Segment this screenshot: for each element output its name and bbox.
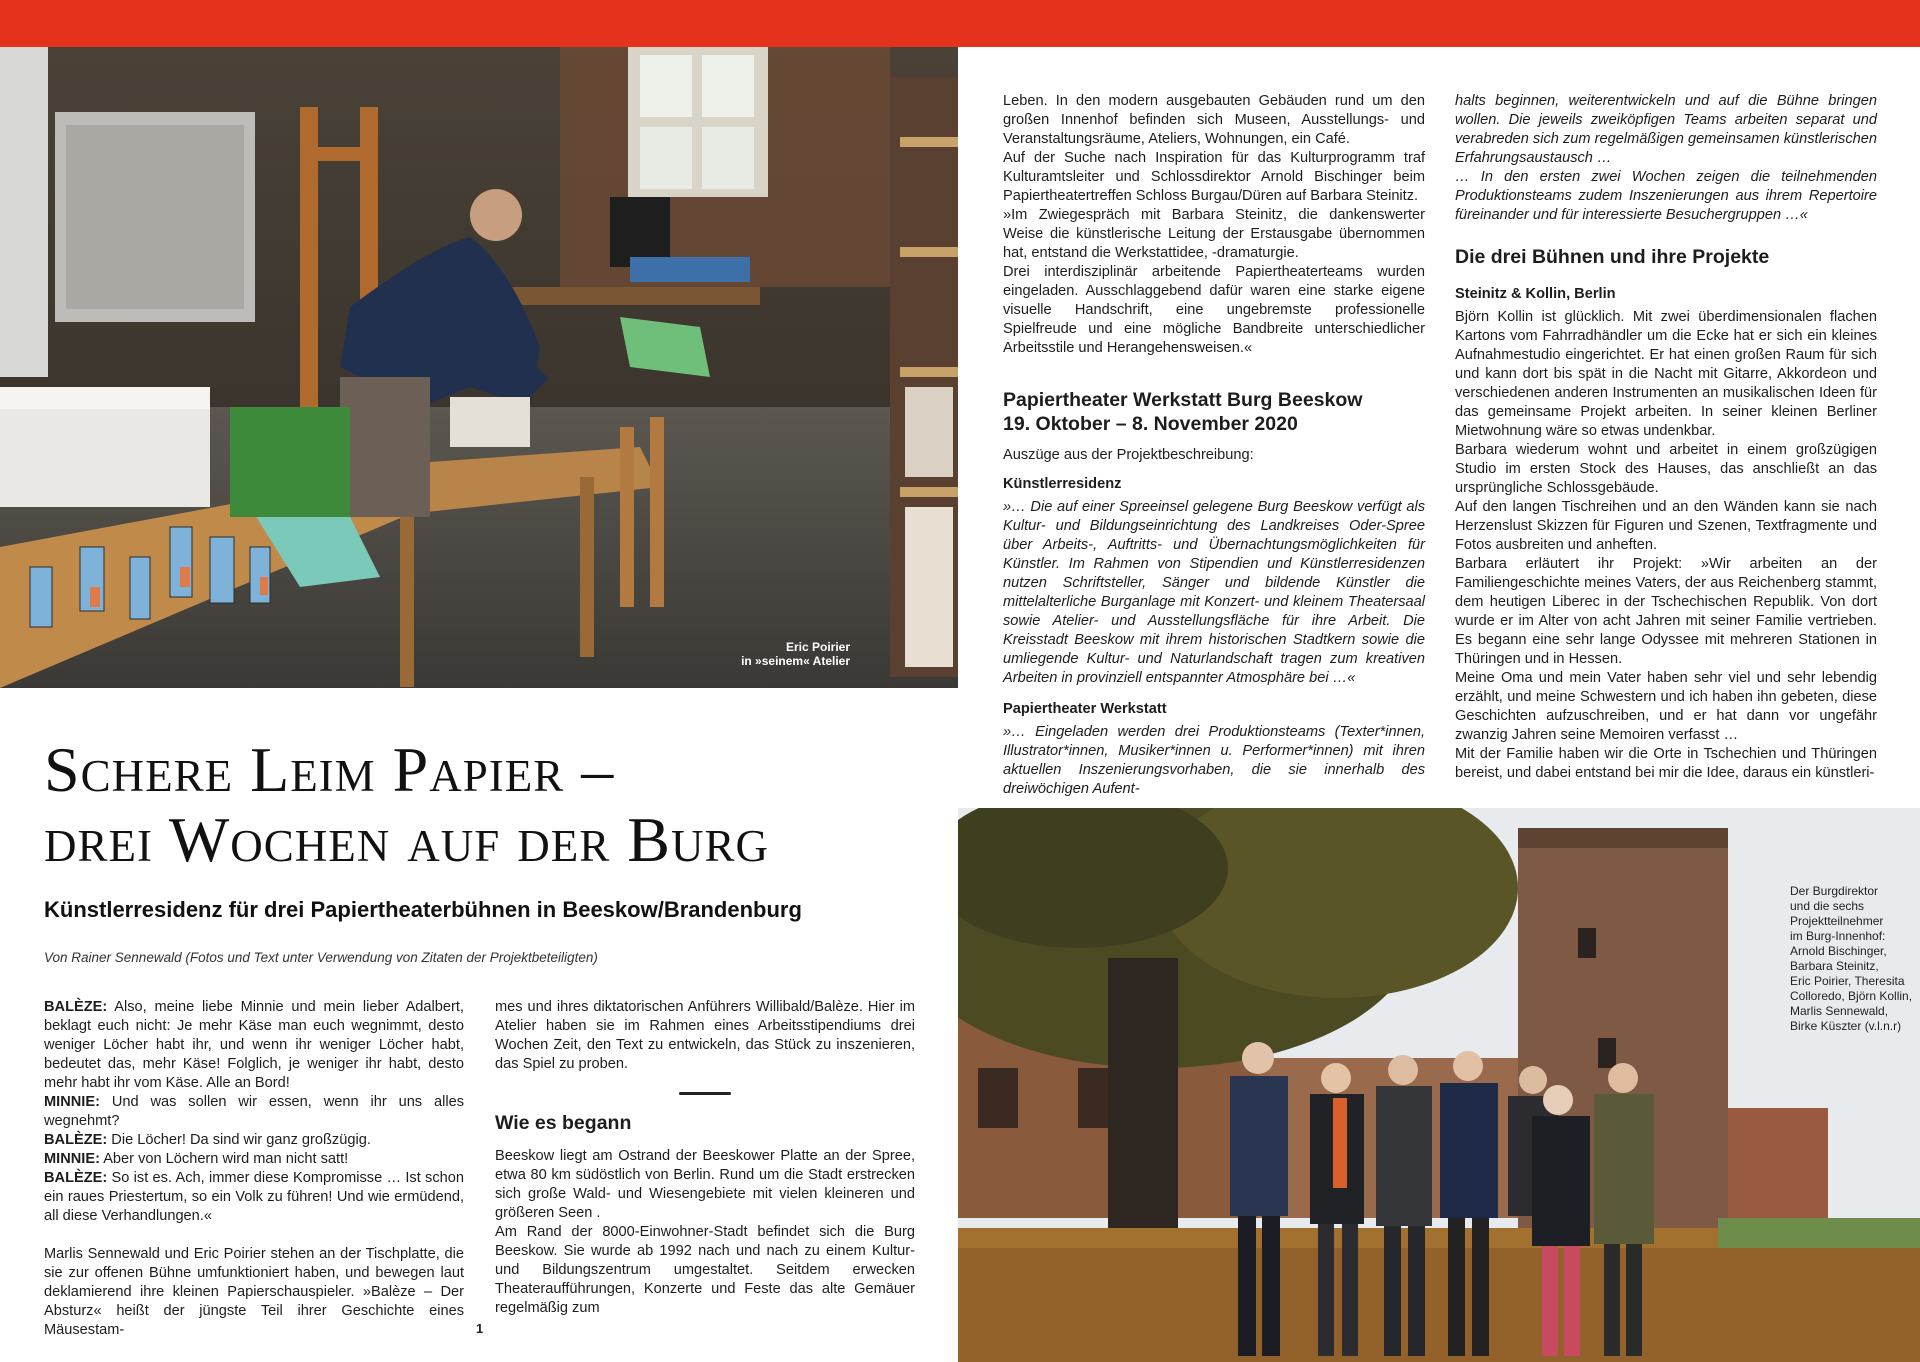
atelier-photo-illustration bbox=[0, 47, 958, 688]
paragraph: Auf der Suche nach Inspiration für das Kulturprogramm traf Kulturamtsleiter und Schlossdirektor Arnold Bischinger beim Papiertheatertreffen Schloss Burgau/Düren auf Barbara Steinitz. bbox=[1003, 150, 1425, 204]
dialogue-text: Die Löcher! Da sind wir ganz großzügig. bbox=[107, 1132, 371, 1148]
speaker-label: MINNIE: bbox=[44, 1094, 100, 1110]
subheading: Papiertheater Werkstatt bbox=[1003, 701, 1167, 717]
section-heading-date: 19. Oktober – 8. November 2020 bbox=[1003, 413, 1298, 435]
subheading: Künstlerresidenz bbox=[1003, 476, 1122, 492]
paragraph: Mit der Familie haben wir die Orte in Tschechien und Thüringen bereist, und dabei entstand bei mir die Idee, daraus ein künstleri- bbox=[1455, 746, 1877, 781]
paragraph: Marlis Sennewald und Eric Poirier stehen an der Tischplatte, die sie zur offenen Bühne umfunktioniert haben, und bewegen laut deklamierend ihre kleinen Papierschauspieler. »Balèze – Der Absturz« heißt der jüngste Teil ihrer Geschichte eines Mäusestam- bbox=[44, 1246, 464, 1338]
quote-paragraph: … In den ersten zwei Wochen zeigen die teilnehmenden Produktionsteams zudem Inszenierungen aus ihrem Repertoire füreinander und für interessierte Besuchergruppen …« bbox=[1455, 169, 1877, 223]
title-line-2: drei Wochen auf der Burg bbox=[44, 804, 769, 875]
courtyard-group-photo bbox=[958, 808, 1920, 1362]
text-column-1 bbox=[44, 998, 464, 1340]
dialogue-line bbox=[44, 1150, 464, 1169]
dialogue-line bbox=[44, 998, 464, 1093]
paragraph: Am Rand der 8000-Einwohner-Stadt befindet sich die Burg Beeskow. Sie wurde ab 1992 nach und nach zu einem Kultur- und Bildungszentrum umgestaltet. Seitdem erwecken Theateraufführungen, Konzerte und Feste das alte Gemäuer regelmäßig zum bbox=[495, 1224, 915, 1316]
dialogue-text: Und was sollen wir essen, wenn ihr uns alles wegnehmt? bbox=[44, 1094, 464, 1129]
paragraph: »Im Zwiegespräch mit Barbara Steinitz, die dankenswerter Weise die künstlerische Leitung der Erstausgabe übernommen hat, entstand die Werkstattidee, -dramaturgie. bbox=[1003, 207, 1425, 261]
atelier-photo-caption: Eric Poirier in »seinem« Atelier bbox=[741, 640, 850, 668]
text-column-3 bbox=[1003, 92, 1425, 799]
paragraph: Meine Oma und mein Vater haben sehr viel und sehr lebendig erzählt, und meine Schwestern und ich haben ihn gebeten, diese Geschichten aufzuschreiben, und er hat dann vor ungefähr zwanzig Jahren seine Memoiren verfasst … bbox=[1455, 670, 1877, 743]
atelier-photo bbox=[0, 47, 958, 688]
section-heading: Papiertheater Werkstatt Burg Beeskow bbox=[1003, 389, 1363, 411]
paragraph: Barbara erläutert ihr Projekt: »Wir arbeiten an der Familiengeschichte meines Vaters, der aus Reichenberg stammt, dem heutigen Liberec in der Tschechischen Republik. Von dort wurde er im Alter von acht Jahren mit seiner Familie vertrieben. Es begann eine sehr lange Odyssee mit mehreren Stationen in Thüringen und in Hessen. bbox=[1455, 556, 1877, 667]
title-line-1: Schere Leim Papier – bbox=[44, 734, 615, 805]
paragraph: Auf den langen Tischreihen und an den Wänden kann sie nach Herzenslust Skizzen für Figuren und Szenen, Textfragmente und Fotos ausbreiten und anheften. bbox=[1455, 499, 1877, 553]
quote-paragraph: »… Eingeladen werden drei Produktionsteams (Texter*innen, Illustrator*innen, Musiker*innen u. Performer*innen) mit ihren aktuellen Inszenierungsvorhaben, die sie innerhalb des dreiwöchigen Aufent- bbox=[1003, 724, 1425, 797]
speaker-label: BALÈZE: bbox=[44, 999, 108, 1015]
dialogue-text: So ist es. Ach, immer diese Kompromisse … Ist schon ein raues Priestertum, so ein Volk zu führen! Und wie ermüdend, all diese Verhandlungen.« bbox=[44, 1170, 464, 1224]
section-heading: Wie es begann bbox=[495, 1112, 632, 1134]
text-column-4 bbox=[1455, 92, 1877, 783]
quote-paragraph: halts beginnen, weiterentwickeln und auf die Bühne bringen wollen. Die jeweils zweiköpfigen Teams arbeiten separat und verabreden sich zum regelmäßigen gemeinsamen künstlerischen Erfahrungsaustausch … bbox=[1455, 93, 1877, 166]
paragraph: Drei interdisziplinär arbeitende Papiertheaterteams wurden eingeladen. Ausschlaggebend dafür waren eine starke eigene visuelle Handschrift, eine ungebremste professionelle Spielfreude und eine mögliche Bandbreite unterschiedlicher Arbeitsstile und Herangehensweisen.« bbox=[1003, 264, 1425, 356]
paragraph: Björn Kollin ist glücklich. Mit zwei überdimensionalen flachen Kartons vom Fahrradhändler um die Ecke hat er sich ein kleines Aufnahmestudio eingerichtet. Er hat einen großen Raum für sich und kann dort bis spät in die Nacht mit Gitarre, Akkordeon und verschiedenen anderen Instrumenten an musikalischen Ideen für das gemeinsame Projekt arbeiten. In seiner kleinen Berliner Mietwohnung wäre so etwas undenkbar. bbox=[1455, 309, 1877, 439]
speaker-label: BALÈZE: bbox=[44, 1132, 108, 1148]
paragraph: Beeskow liegt am Ostrand der Beeskower Platte an der Spree, etwa 80 km südöstlich von Berlin. Rund um die Stadt erstrecken sich große Wald- und Wiesengebiete mit vielen kleineren und größeren Seen . bbox=[495, 1148, 915, 1221]
paragraph: Barbara wiederum wohnt und arbeitet in einem großzügigen Studio im ersten Stock des Hauses, das anschließt an das ursprüngliche Schlossgebäude. bbox=[1455, 442, 1877, 496]
courtyard-photo-illustration bbox=[958, 808, 1920, 1362]
paragraph: Leben. In den modern ausgebauten Gebäuden rund um den großen Innenhof befinden sich Museen, Ausstellungs- und Veranstaltungsräume, Ateliers, Wohnungen, ein Café. bbox=[1003, 93, 1425, 147]
article-byline: Von Rainer Sennewald (Fotos und Text unter Verwendung von Zitaten der Projektbeteiligten) bbox=[44, 950, 598, 965]
section-heading: Die drei Bühnen und ihre Projekte bbox=[1455, 246, 1770, 268]
article-subtitle: Künstlerresidenz für drei Papiertheaterbühnen in Beeskow/Brandenburg bbox=[44, 897, 802, 922]
text-column-2 bbox=[495, 998, 915, 1318]
dialogue-line bbox=[44, 1093, 464, 1131]
page-number: 1 bbox=[476, 1321, 484, 1336]
dialogue-line bbox=[44, 1169, 464, 1226]
dialogue-line bbox=[44, 1131, 464, 1150]
section-divider bbox=[679, 1092, 731, 1095]
courtyard-photo-caption: Der Burgdirektor und die sechs Projektteilnehmer im Burg-Innenhof: Arnold Bischinger, Barbara Steinitz, Eric Poirier, Theresita Colloredo, Björn Kollin, Marlis Sennewald, Birke Küszter (v.l.n.r) bbox=[1790, 884, 1913, 1033]
article-title bbox=[44, 735, 944, 875]
speaker-label: BALÈZE: bbox=[44, 1170, 108, 1186]
dialogue-text: Also, meine liebe Minnie und mein lieber Adalbert, beklagt euch nicht: Je mehr Käse man euch wegnimmt, desto weniger Löcher habt ihr, und wenn ihr weniger Löcher habt, bedeutet das, mehr Käse! Folglich, je weniger ihr habt, desto mehr habt ihr vom Käse. Alle an Bord! bbox=[44, 999, 464, 1091]
quote-paragraph: »… Die auf einer Spreeinsel gelegene Burg Beeskow verfügt als Kultur- und Bildungseinrichtung des Landkreises Oder-Spree über Arbeits-, Auftritts- und Übernachtungsmöglichkeiten für Künstler. Im Rahmen von Stipendien und Künstlerresidenzen nutzen Schriftsteller, Sänger und bildende Künstler die mittelalterliche Burganlage mit Konzert- und kleinem Theatersaal sowie Atelier- und Ausstellungsfläche für ihre Arbeit. Die Kreisstadt Beeskow mit ihrem historischen Stadtkern sowie die umliegende Kultur- und Naturlandschaft tragen zum kreativen Arbeiten in provinziell entspannter Atmosphäre bei …« bbox=[1003, 499, 1425, 686]
paragraph: Auszüge aus der Projektbeschreibung: bbox=[1003, 447, 1254, 463]
speaker-label: MINNIE: bbox=[44, 1151, 100, 1167]
paragraph: mes und ihres diktatorischen Anführers Willibald/Balèze. Hier im Atelier haben sie im Rahmen eines Arbeitsstipendiums drei Wochen Zeit, den Text zu entwickeln, das Stück zu inszenieren, das Spiel zu proben. bbox=[495, 999, 915, 1072]
subheading: Steinitz & Kollin, Berlin bbox=[1455, 286, 1616, 302]
top-accent-bar bbox=[0, 0, 1920, 47]
dialogue-text: Aber von Löchern wird man nicht satt! bbox=[99, 1151, 349, 1167]
